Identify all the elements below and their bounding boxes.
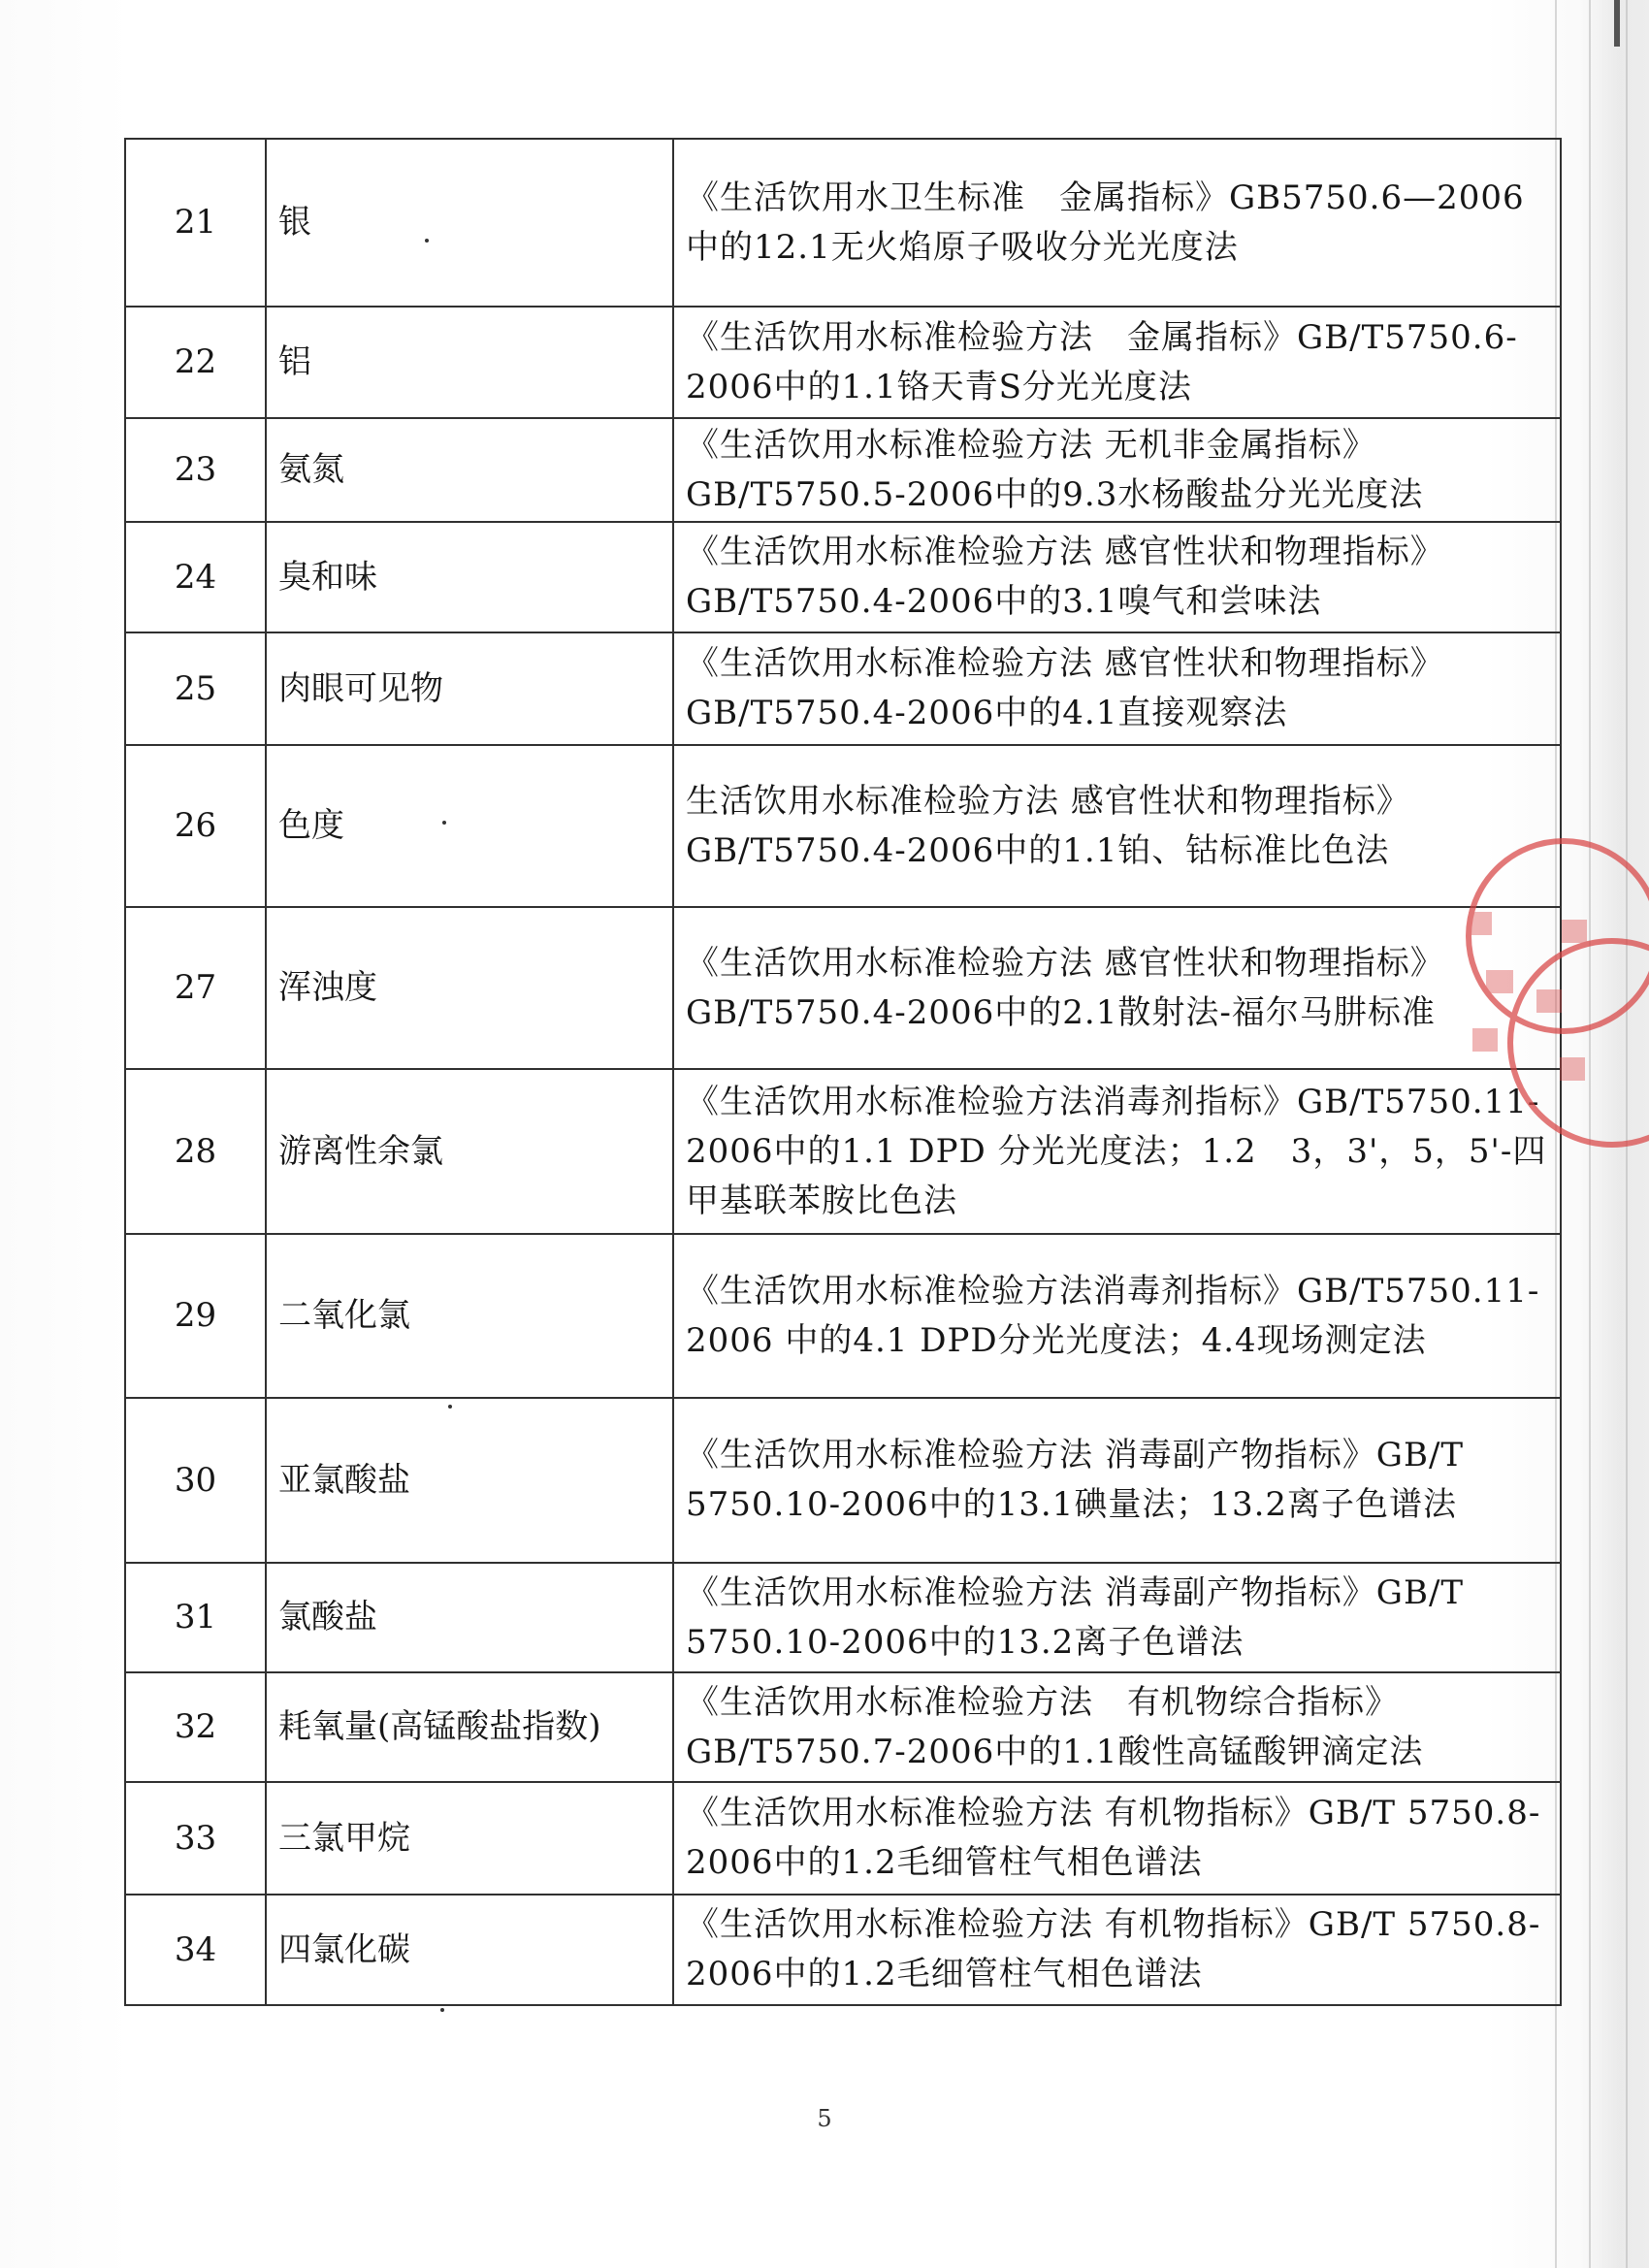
row-index: 26 xyxy=(125,745,266,907)
test-method: 《生活饮用水标准检验方法 感官性状和物理指标》GB/T5750.4-2006中的3.1嗅气和尝味法 xyxy=(673,522,1561,632)
row-index: 25 xyxy=(125,632,266,745)
table-row xyxy=(125,139,1561,307)
table-row xyxy=(125,522,1561,632)
page-number: 5 xyxy=(817,2105,832,2132)
item-name: 铝 xyxy=(266,307,673,418)
row-index: 32 xyxy=(125,1672,266,1782)
scan-speck xyxy=(440,2008,444,2012)
table-row xyxy=(125,1895,1561,2005)
table-row xyxy=(125,418,1561,522)
row-index: 23 xyxy=(125,418,266,522)
test-method: 《生活饮用水标准检验方法 有机物指标》GB/T 5750.8-2006中的1.2毛细管柱气相色谱法 xyxy=(673,1782,1561,1895)
row-index: 31 xyxy=(125,1563,266,1672)
scan-speck xyxy=(448,1405,452,1409)
row-index: 28 xyxy=(125,1069,266,1234)
test-method: 《生活饮用水标准检验方法 感官性状和物理指标》GB/T5750.4-2006中的2.1散射法-福尔马肼标准 xyxy=(673,907,1561,1069)
test-method: 《生活饮用水卫生标准 金属指标》GB5750.6—2006中的12.1无火焰原子吸收分光光度法 xyxy=(673,139,1561,307)
row-index: 30 xyxy=(125,1398,266,1563)
row-index: 24 xyxy=(125,522,266,632)
test-method: 生活饮用水标准检验方法 感官性状和物理指标》GB/T5750.4-2006中的1.1铂、钴标准比色法 xyxy=(673,745,1561,907)
item-name: 亚氯酸盐 xyxy=(266,1398,673,1563)
item-name: 耗氧量(高锰酸盐指数) xyxy=(266,1672,673,1782)
row-index: 34 xyxy=(125,1895,266,2005)
row-index: 21 xyxy=(125,139,266,307)
table-row xyxy=(125,1234,1561,1398)
item-name: 游离性余氯 xyxy=(266,1069,673,1234)
scan-line xyxy=(1626,0,1628,2268)
item-name: 氨氮 xyxy=(266,418,673,522)
row-index: 33 xyxy=(125,1782,266,1895)
official-seal-stamp xyxy=(1428,844,1612,1145)
test-method: 《生活饮用水标准检验方法 有机物综合指标》GB/T5750.7-2006中的1.1酸性高锰酸钾滴定法 xyxy=(673,1672,1561,1782)
scan-corner-mark xyxy=(1614,0,1620,47)
test-methods-table xyxy=(124,138,1562,2006)
row-index: 22 xyxy=(125,307,266,418)
table-row xyxy=(125,1672,1561,1782)
scan-speck xyxy=(442,821,446,825)
test-method: 《生活饮用水标准检验方法 消毒副产物指标》GB/T 5750.10-2006中的13.1碘量法；13.2离子色谱法 xyxy=(673,1398,1561,1563)
test-method: 《生活饮用水标准检验方法 金属指标》GB/T5750.6-2006中的1.1铬天青S分光光度法 xyxy=(673,307,1561,418)
item-name: 银 xyxy=(266,139,673,307)
item-name: 氯酸盐 xyxy=(266,1563,673,1672)
table-row xyxy=(125,632,1561,745)
test-method: 《生活饮用水标准检验方法消毒剂指标》GB/T5750.11-2006中的1.1 DPD 分光光度法；1.2 3，3'，5，5'-四甲基联苯胺比色法 xyxy=(673,1069,1561,1234)
table-row xyxy=(125,1563,1561,1672)
test-method: 《生活饮用水标准检验方法消毒剂指标》GB/T5750.11-2006 中的4.1 DPD分光光度法；4.4现场测定法 xyxy=(673,1234,1561,1398)
item-name: 浑浊度 xyxy=(266,907,673,1069)
test-method: 《生活饮用水标准检验方法 有机物指标》GB/T 5750.8-2006中的1.2毛细管柱气相色谱法 xyxy=(673,1895,1561,2005)
item-name: 四氯化碳 xyxy=(266,1895,673,2005)
test-method: 《生活饮用水标准检验方法 感官性状和物理指标》GB/T5750.4-2006中的4.1直接观察法 xyxy=(673,632,1561,745)
item-name: 色度 xyxy=(266,745,673,907)
table-row xyxy=(125,1782,1561,1895)
test-method: 《生活饮用水标准检验方法 消毒副产物指标》GB/T 5750.10-2006中的13.2离子色谱法 xyxy=(673,1563,1561,1672)
item-name: 肉眼可见物 xyxy=(266,632,673,745)
table-row xyxy=(125,1398,1561,1563)
scan-speck xyxy=(425,239,429,243)
item-name: 三氯甲烷 xyxy=(266,1782,673,1895)
item-name: 二氧化氯 xyxy=(266,1234,673,1398)
table-row xyxy=(125,307,1561,418)
test-method: 《生活饮用水标准检验方法 无机非金属指标》GB/T5750.5-2006中的9.3水杨酸盐分光光度法 xyxy=(673,418,1561,522)
row-index: 29 xyxy=(125,1234,266,1398)
row-index: 27 xyxy=(125,907,266,1069)
table-row xyxy=(125,1069,1561,1234)
item-name: 臭和味 xyxy=(266,522,673,632)
table-row xyxy=(125,907,1561,1069)
table-row xyxy=(125,745,1561,907)
